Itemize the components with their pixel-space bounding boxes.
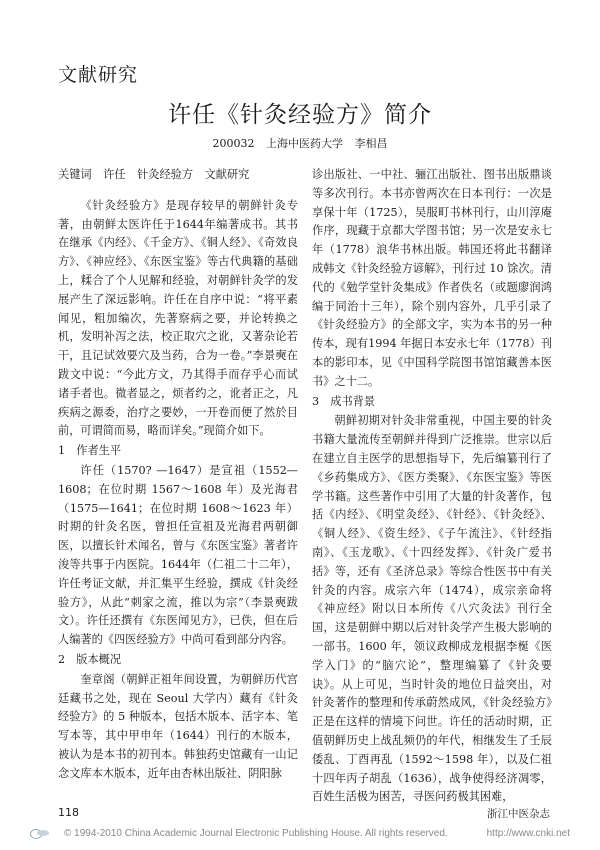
- paragraph-author-life: 许任（1570? —1647）是宣祖（1552—1608；在位时期 1567～1608 年）及光海君（1575—1641；在位时期 1608～1623 年）时期的针灸名医，曾担任宣祖及光海君两朝御医，以擅长针术闻名，曾与《东医宝鉴》著者许浚等共事于内医院。1644年（仁祖二十二年），许任考证文献，并汇集平生经验，撰成《针灸经验方》，从此“刺家之流，推以为宗”（李景奭跋文）。许任还撰有《东医闻见方》，已佚，但在后人编著的《四医经验方》中尚可看到部分内容。: [58, 463, 298, 647]
- keyword-1: 许任: [103, 168, 126, 181]
- journal-name: 浙江中医杂志: [487, 808, 550, 820]
- section-tag: 文献研究: [58, 64, 139, 86]
- keywords: [58, 166, 298, 185]
- author-line: [0, 135, 600, 151]
- publisher-logo-icon: [30, 827, 50, 839]
- institution: 上海中医药大学: [266, 137, 343, 150]
- keyword-2: 针灸经验方: [137, 168, 194, 181]
- author-name: 李相昌: [354, 137, 388, 150]
- section-heading-3: 3 成书背景: [312, 394, 376, 408]
- paragraph-editions: 奎章阁（朝鲜正祖年间设置，为朝鲜历代宫廷藏书之处，现在 Seoul 大学内）藏有《针灸经验方》的 5 种版本，包括木版本、活字本、笔写本等，其中甲申年（1644）刊行的木版本，被认为是本书的初刊本。韩独药史馆藏有一山记念文库本木版本，近年由杏林出版社、阴阳脉: [58, 672, 298, 780]
- copyright-bar: [30, 822, 570, 844]
- article-title: 许任《针灸经验方》简介: [168, 102, 432, 128]
- zip-code: 200032: [212, 137, 255, 150]
- keyword-3: 文献研究: [204, 168, 250, 181]
- paragraph-background: 朝鲜初期对针灸非常重视，中国主要的针灸书籍大量流传至朝鲜并得到广泛推崇。世宗以后在建立自主医学的思想指导下，先后编纂刊行了《乡药集成方》、《医方类聚》、《东医宝鉴》等医学书籍。这些著作中引用了大量的针灸著作，包括《内经》、《明堂灸经》、《针经》、《针灸经》、《铜人经》、《资生经》、《子午流注》、《针经指南》、《玉龙歌》、《十四经发挥》、《针灸广爱书括》等，还有《圣济总录》等综合性医书中有关针灸的内容。成宗六年（1474），成宗亲命将《神应经》附以日本所传《八穴灸法》刊行全国，这是朝鲜中期以后对针灸学产生极大影响的一部书。1600 年，领议政柳成龙根据李梴《医学入门》的“脑穴论”，整理编纂了《针灸要诀》。从上可见，当时针灸的地位日益突出，对针灸著作的整理和传承蔚然成风，《针灸经验方》正是在这样的情境下问世。许任的活动时期，正值朝鲜历史上战乱频仍的年代，相继发生了壬辰倭乱、丁酉再乱（1592～1598 年），以及仁祖十四年丙子胡乱（1636），战争使得经济凋零，百姓生活极为困苦，寻医问药极其困难，: [312, 414, 552, 804]
- right-column: [312, 166, 552, 807]
- page-number: 118: [58, 806, 79, 819]
- section-heading-2: 2 版本概况: [58, 652, 122, 666]
- copyright-text: © 1994-2010 China Academic Journal Electronic Publishing House. All rights reserved.: [64, 827, 448, 839]
- left-column: [58, 166, 298, 784]
- intro-paragraph: 《针灸经验方》是现存较早的朝鲜针灸专著，由朝鲜太医许任于1644年编著成书。其书在继承《内经》、《千金方》、《铜人经》、《奇效良方》、《神应经》、《东医宝鉴》等古代典籍的基础上，糅合了个人见解和经验，对朝鲜针灸学的发展产生了深远影响。许任在自序中说：“将平素闻见，粗加编次，先著察病之要，并论转换之机，发明补泻之法，校正取穴之讹，又著杂论若干，且记试效要穴及当药，合为一卷。”李景奭在跋文中说：“今此方文，乃其得手而存乎心而试诸手者也。微者显之，烦者约之，讹者正之，凡疾病之源委，治疗之要妙，一开卷而便了然於目前，可谓简而易，略而详矣。”现简介如下。: [58, 198, 298, 438]
- paragraph-editions-cont: 诊出版社、一中社、骊江出版社、图书出版鼎谈等多次刊行。本书亦曾两次在日本刊行：一次是享保十年（1725），吴服町书林刊行，山川淳庵作序，现藏于京都大学图书馆；另一次是安永七年（1778）浪华书林出版。韩国还将此书翻译成韩文《针灸经验方谚解》，刊行过 10 馀次。清代的《勉学堂针灸集成》作者佚名（或题廖润鸿编于同治十三年），除个别内容外，几乎引录了《针灸经验方》的全部文字，实为本书的另一种传本，现有1994 年据日本安永七年（1778）刊本的影印本，见《中国科学院图书馆馆藏善本医书》之十二。: [312, 168, 552, 388]
- section-heading-1: 1 作者生平: [58, 444, 122, 458]
- website-link[interactable]: http://www.cnki.net: [486, 827, 570, 839]
- keywords-label: 关键词: [58, 168, 92, 181]
